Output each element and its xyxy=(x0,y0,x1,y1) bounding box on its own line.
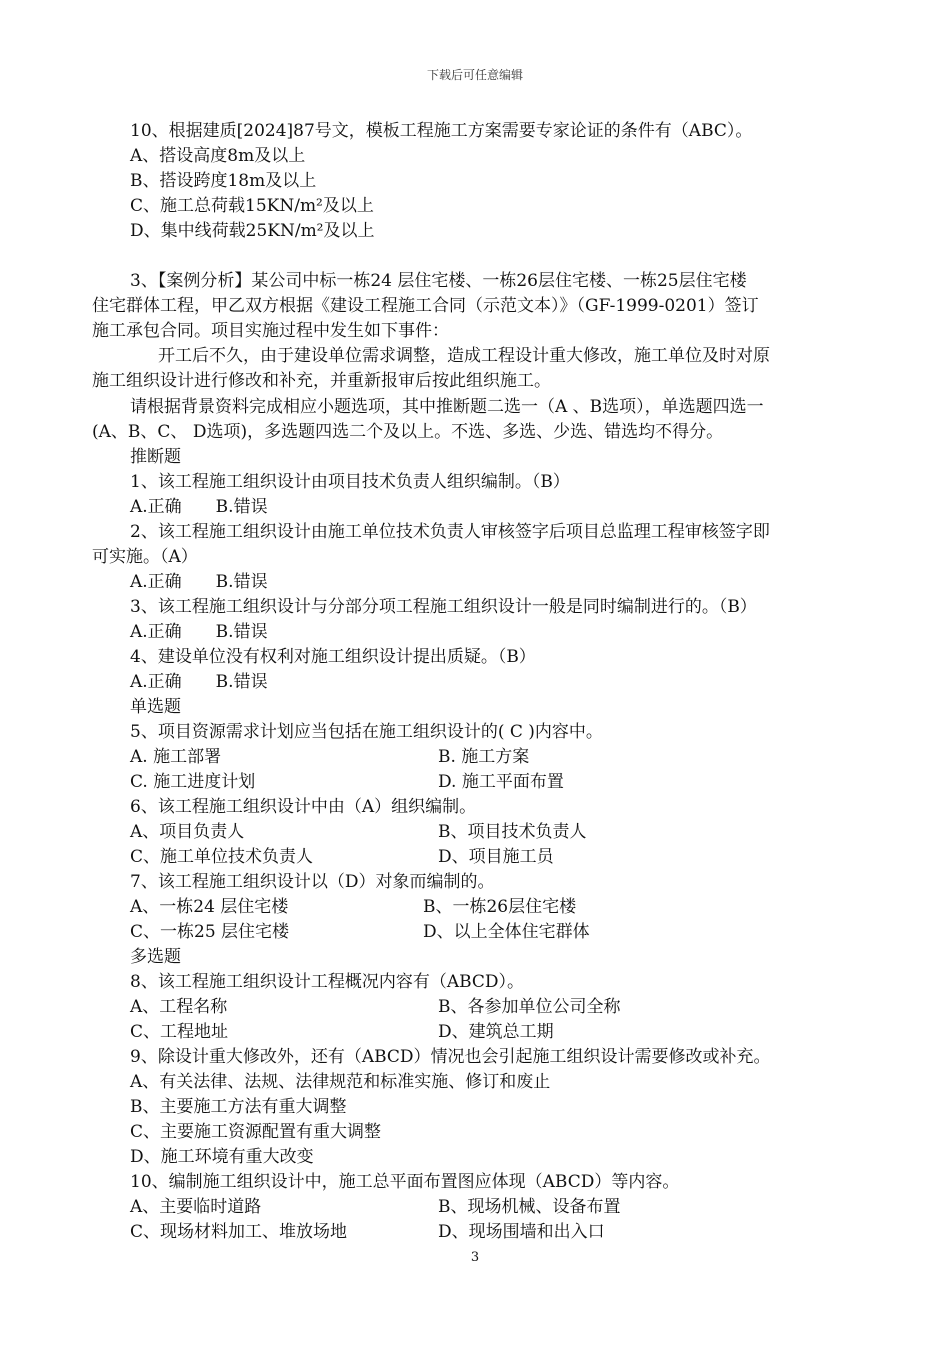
instructions: (A、B、C、 D选项)，多选题四选二个及以上。不选、多选、少选、错选均不得分。 xyxy=(92,422,724,442)
single-question-6: 6、该工程施工组织设计中由（A）组织编制。 xyxy=(130,797,477,817)
option-c: C、工程地址 xyxy=(130,1022,229,1042)
section-title-multi: 多选题 xyxy=(130,947,181,967)
option-d: D、现场围墙和出入口 xyxy=(438,1222,605,1242)
question-10-prev: 10、根据建质[2024]87号文，模板工程施工方案需要专家论证的条件有（ABC）。 xyxy=(130,121,753,141)
option-d: D. 施工平面布置 xyxy=(438,772,564,792)
case-event: 施工组织设计进行修改和补充，并重新报审后按此组织施工。 xyxy=(92,371,551,391)
option-a: A、工程名称 xyxy=(130,997,228,1017)
single-question-7: 7、该工程施工组织设计以（D）对象而编制的。 xyxy=(130,872,495,892)
judge-options: A.正确 B.错误 xyxy=(130,622,268,642)
option-c: C、一栋25 层住宅楼 xyxy=(130,922,290,942)
judge-question-4: 4、建设单位没有权利对施工组织设计提出质疑。（B） xyxy=(130,647,536,667)
option-a: A、有关法律、法规、法律规范和标准实施、修订和废止 xyxy=(130,1072,551,1092)
judge-question-3: 3、该工程施工组织设计与分部分项工程施工组织设计一般是同时编制进行的。（B） xyxy=(130,597,757,617)
instructions: 请根据背景资料完成相应小题选项，其中推断题二选一（A 、B选项），单选题四选一 xyxy=(130,397,764,417)
option-c: C. 施工进度计划 xyxy=(130,772,256,792)
section-title-judge: 推断题 xyxy=(130,447,181,467)
single-question-5: 5、项目资源需求计划应当包括在施工组织设计的( C )内容中。 xyxy=(130,722,603,742)
option-a: A、搭设高度8m及以上 xyxy=(130,146,306,166)
option-d: D、施工环境有重大改变 xyxy=(130,1147,314,1167)
option-c: C、主要施工资源配置有重大调整 xyxy=(130,1122,382,1142)
page-header: 下载后可任意编辑 xyxy=(426,68,523,82)
judge-options: A.正确 B.错误 xyxy=(130,497,268,517)
option-c: C、施工总荷载15KN/m²及以上 xyxy=(130,196,374,216)
option-a: A. 施工部署 xyxy=(130,747,222,767)
case-intro: 3、【案例分析】某公司中标一栋24 层住宅楼、一栋26层住宅楼、一栋25层住宅楼 xyxy=(130,271,747,291)
judge-options: A.正确 B.错误 xyxy=(130,672,268,692)
option-d: D、以上全体住宅群体 xyxy=(423,922,590,942)
case-intro: 施工承包合同。项目实施过程中发生如下事件： xyxy=(92,321,449,341)
multi-question-8: 8、该工程施工组织设计工程概况内容有（ABCD）。 xyxy=(130,972,525,992)
judge-question-1: 1、该工程施工组织设计由项目技术负责人组织编制。（B） xyxy=(130,472,570,492)
section-title-single: 单选题 xyxy=(130,697,181,717)
case-event: 开工后不久，由于建设单位需求调整，造成工程设计重大修改，施工单位及时对原 xyxy=(158,346,770,366)
option-d: D、集中线荷载25KN/m²及以上 xyxy=(130,221,375,241)
option-b: B、搭设跨度18m及以上 xyxy=(130,171,317,191)
option-b: B、一栋26层住宅楼 xyxy=(423,897,577,917)
option-a: A、一栋24 层住宅楼 xyxy=(130,897,289,917)
judge-options: A.正确 B.错误 xyxy=(130,572,268,592)
option-d: D、建筑总工期 xyxy=(438,1022,554,1042)
option-c: C、施工单位技术负责人 xyxy=(130,847,314,867)
option-b: B、主要施工方法有重大调整 xyxy=(130,1097,347,1117)
page-number: 3 xyxy=(470,1250,480,1265)
option-c: C、现场材料加工、堆放场地 xyxy=(130,1222,348,1242)
judge-question-2-cont: 可实施。（A） xyxy=(92,547,198,567)
case-intro: 住宅群体工程，甲乙双方根据《建设工程施工合同（示范文本）》（GF-1999-0201）签订 xyxy=(92,296,759,316)
option-b: B、项目技术负责人 xyxy=(438,822,587,842)
option-b: B、现场机械、设备布置 xyxy=(438,1197,621,1217)
multi-question-10: 10、编制施工组织设计中，施工总平面布置图应体现（ABCD）等内容。 xyxy=(130,1172,680,1192)
option-b: B. 施工方案 xyxy=(438,747,530,767)
option-a: A、项目负责人 xyxy=(130,822,245,842)
option-d: D、项目施工员 xyxy=(438,847,554,867)
option-b: B、各参加单位公司全称 xyxy=(438,997,621,1017)
multi-question-9: 9、除设计重大修改外，还有（ABCD）情况也会引起施工组织设计需要修改或补充。 xyxy=(130,1047,771,1067)
option-a: A、主要临时道路 xyxy=(130,1197,262,1217)
judge-question-2: 2、该工程施工组织设计由施工单位技术负责人审核签字后项目总监理工程审核签字即 xyxy=(130,522,770,542)
